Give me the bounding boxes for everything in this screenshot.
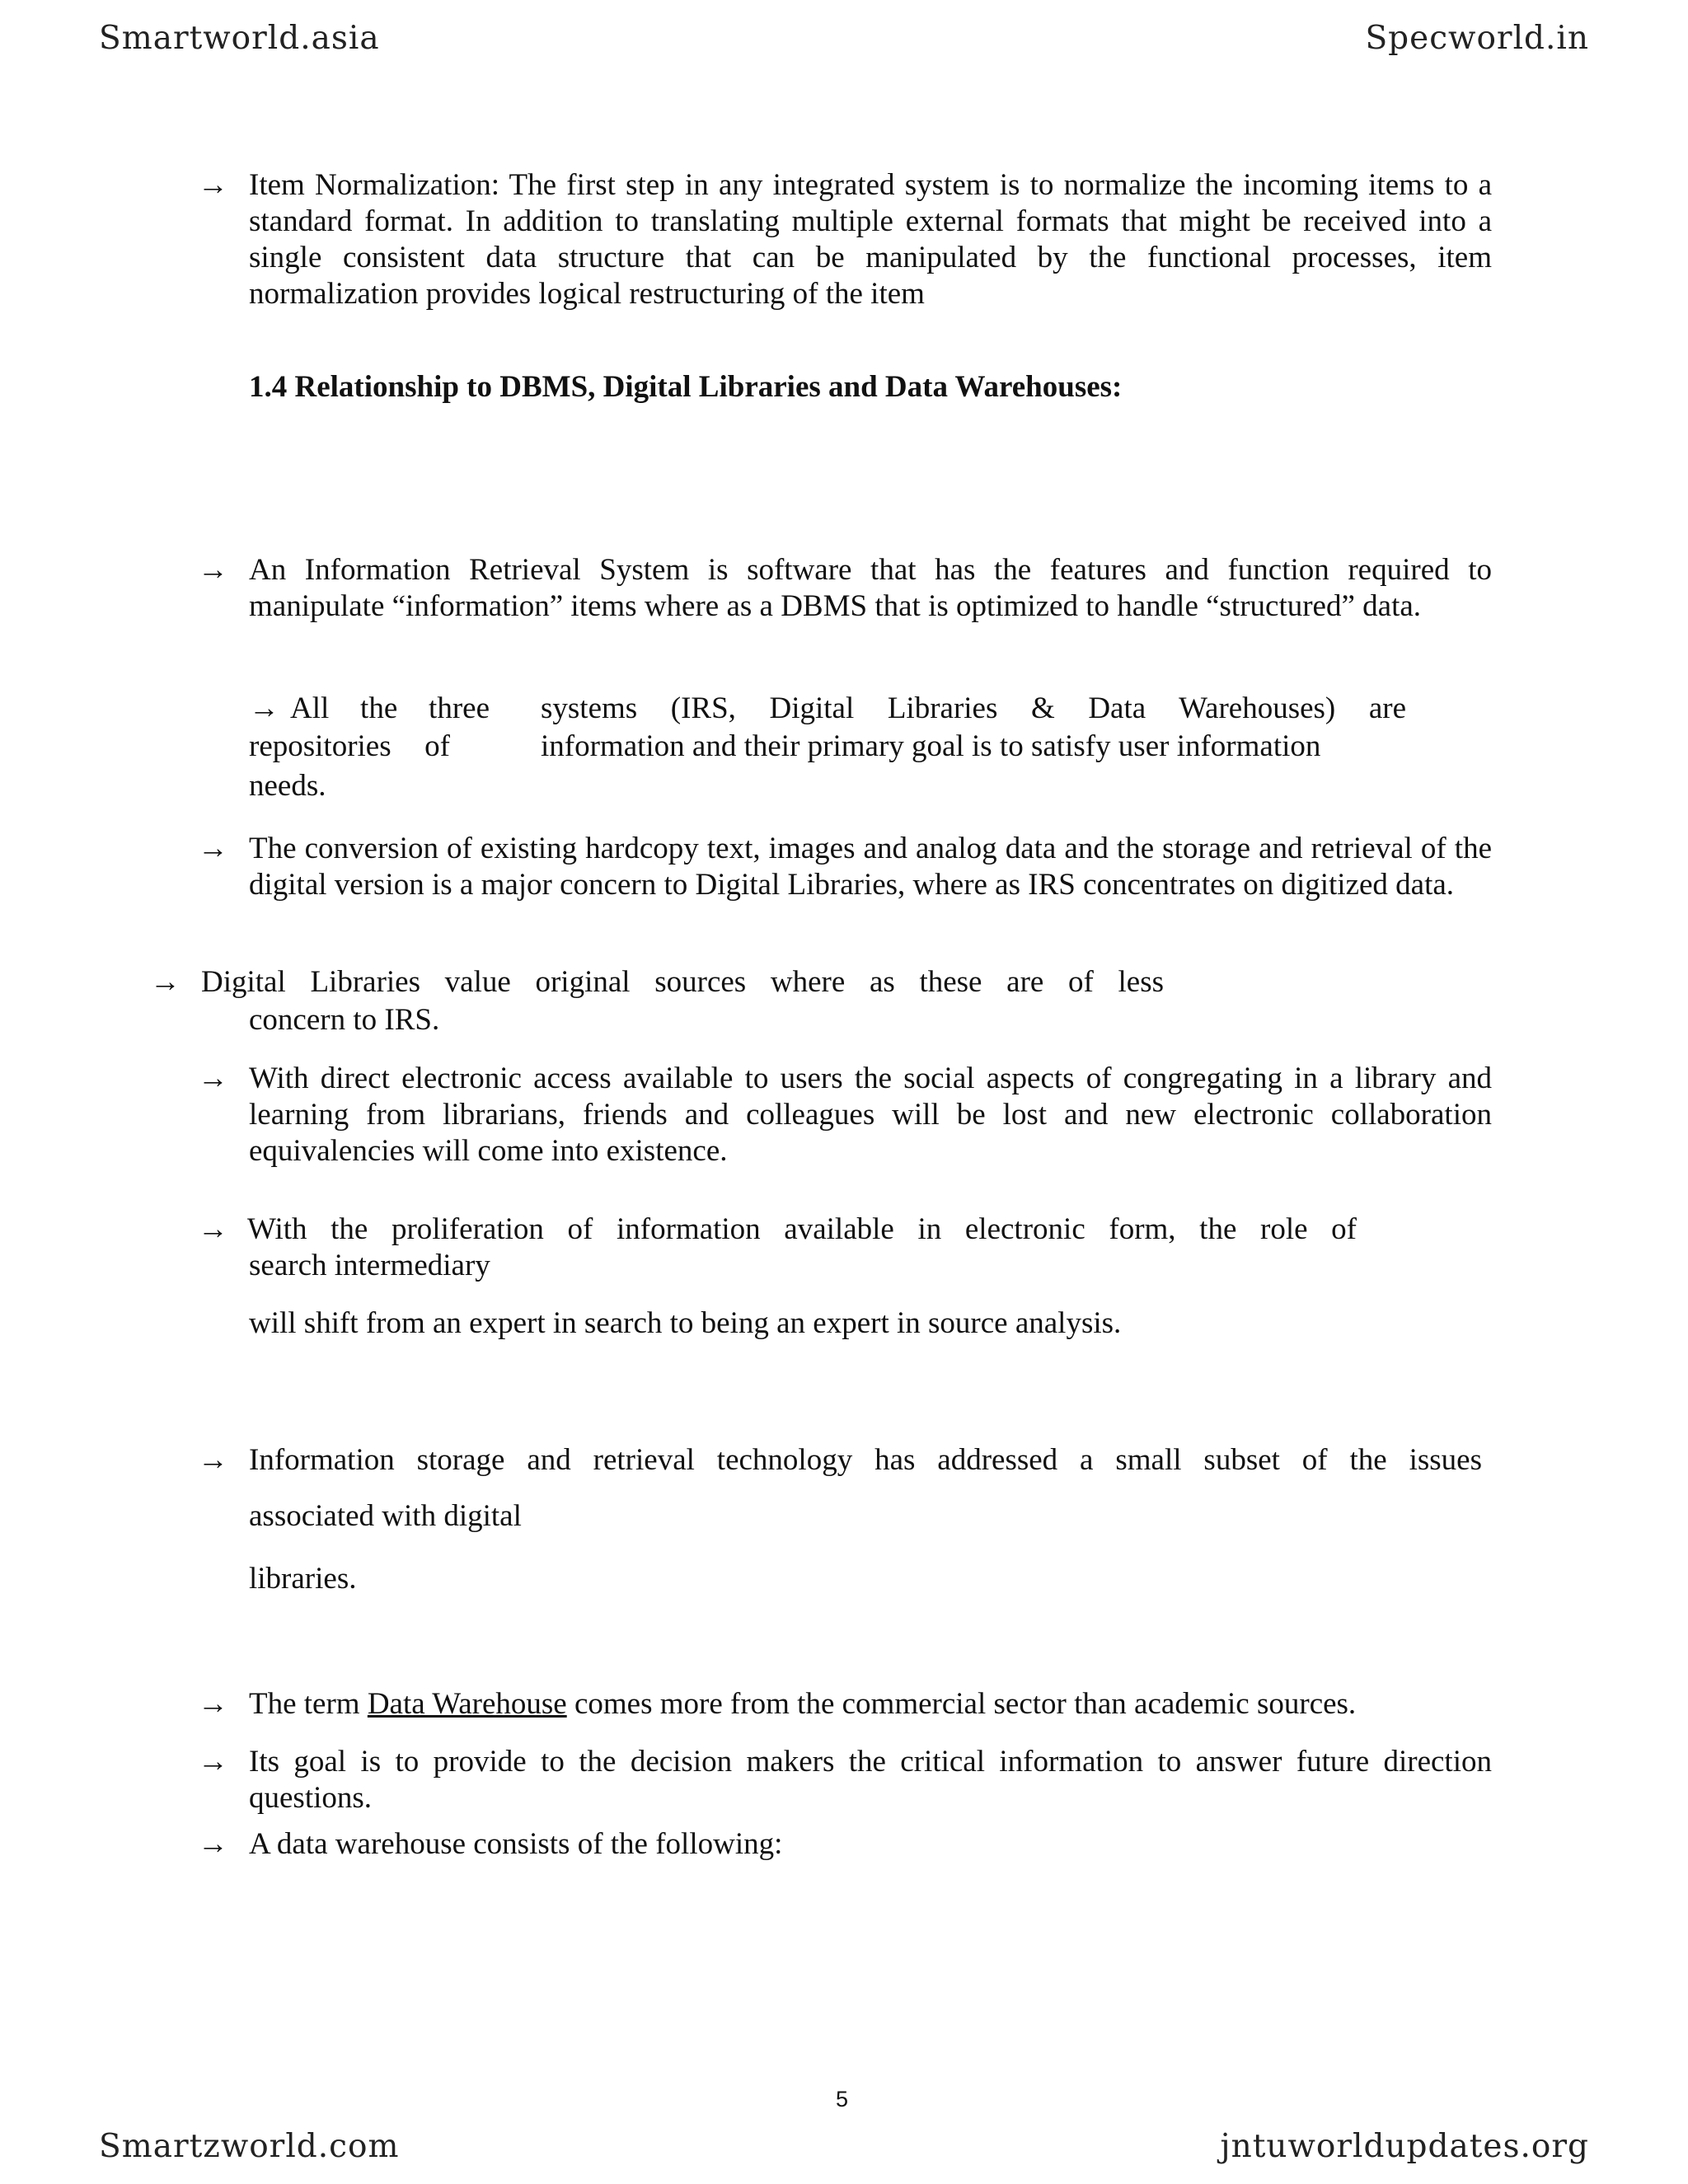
- page-number: 5: [836, 2087, 849, 2111]
- footer-right-watermark: jntuworldupdates.org: [1220, 2128, 1589, 2165]
- data-warehouse-term-line: [249, 1686, 1356, 1722]
- three-systems-col2-line2: information and their primary goal is to satisfy user information: [541, 729, 1321, 763]
- arrow-bullet-icon: →: [198, 1745, 228, 1779]
- storage-retrieval-line1: Information storage and retrieval technology has addressed a small subset of the issues: [249, 1443, 1482, 1477]
- irs-dbms-paragraph: An Information Retrieval System is software that has the features and function required to manipulate “information” items where as a DBMS that is optimized to handle “structured” data.: [249, 553, 1492, 623]
- item-normalization-paragraph: Item Normalization: The first step in any integrated system is to normalize the incoming items to a standard format. In addition to translating multiple external formats that might be received into a single consistent data structure that can be manipulated by the functional processes, item normalization provides logical restructuring of the item: [249, 168, 1492, 311]
- data-warehouse-term: Data Warehouse: [367, 1687, 567, 1721]
- storage-retrieval-line3: libraries.: [249, 1562, 357, 1596]
- header-left-watermark: Smartworld.asia: [99, 20, 380, 57]
- direct-access-paragraph: With direct electronic access available to users the social aspects of congregating in a library and learning from librarians, friends and colleagues will be lost and new electronic collaboration equivalencies will come into existence.: [249, 1062, 1492, 1168]
- arrow-bullet-icon: →: [198, 168, 228, 202]
- arrow-bullet-icon: →: [249, 691, 279, 725]
- arrow-bullet-icon: →: [198, 1687, 228, 1721]
- header-right-watermark: Specworld.in: [1365, 20, 1589, 57]
- section-heading: 1.4 Relationship to DBMS, Digital Libraries and Data Warehouses:: [249, 370, 1123, 404]
- footer-left-watermark: Smartzworld.com: [99, 2128, 400, 2165]
- arrow-bullet-icon: →: [198, 832, 228, 865]
- goal-paragraph: Its goal is to provide to the decision makers the critical information to answer future direction questions.: [249, 1745, 1492, 1815]
- three-systems-col1-line3: needs.: [249, 769, 326, 803]
- conversion-paragraph: The conversion of existing hardcopy text, images and analog data and the storage and retrieval of the digital version is a major concern to Digital Libraries, where as IRS concentrates on digitized data.: [249, 832, 1492, 902]
- proliferation-line3: will shift from an expert in search to being an expert in source analysis.: [249, 1306, 1122, 1340]
- arrow-bullet-icon: →: [198, 1062, 228, 1095]
- original-sources-line1: Digital Libraries value original sources where as these are of less: [201, 965, 1164, 999]
- arrow-bullet-icon: →: [198, 1443, 228, 1477]
- three-systems-col1-line2: repositories of: [249, 729, 450, 763]
- three-systems-col2-line1: systems (IRS, Digital Libraries & Data Warehouses) are: [541, 691, 1406, 725]
- three-systems-col1-line1: All the three: [290, 691, 490, 725]
- proliferation-line1: With the proliferation of information available in electronic form, the role of: [247, 1212, 1357, 1246]
- consists-line: A data warehouse consists of the following:: [249, 1827, 783, 1861]
- proliferation-line2: search intermediary: [249, 1249, 490, 1282]
- data-warehouse-after: comes more from the commercial sector than academic sources.: [566, 1687, 1357, 1721]
- arrow-bullet-icon: →: [198, 553, 228, 587]
- arrow-bullet-icon: →: [198, 1212, 228, 1246]
- original-sources-line2: concern to IRS.: [249, 1003, 440, 1037]
- arrow-bullet-icon: →: [150, 965, 181, 999]
- arrow-bullet-icon: →: [198, 1827, 228, 1861]
- storage-retrieval-line2: associated with digital: [249, 1499, 522, 1533]
- data-warehouse-before: The term: [249, 1687, 368, 1721]
